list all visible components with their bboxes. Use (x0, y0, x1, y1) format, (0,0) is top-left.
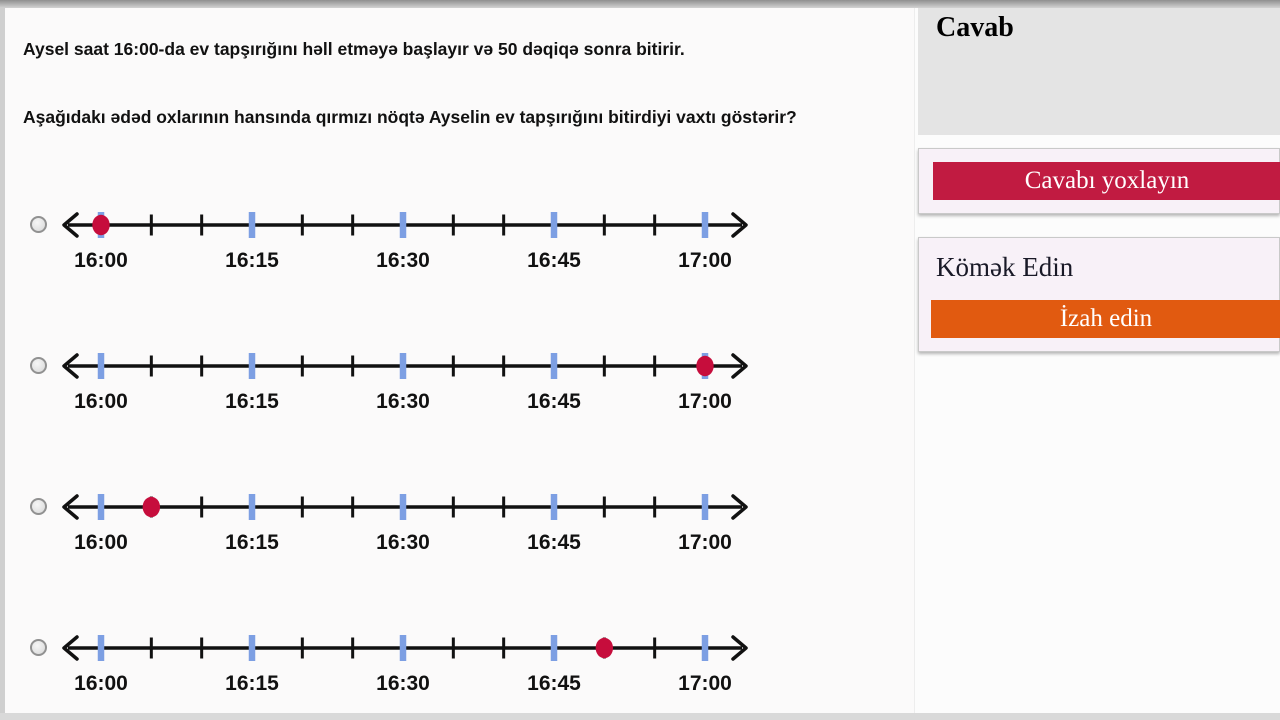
question-card (5, 8, 915, 713)
tick-label: 17:00 (678, 249, 732, 272)
tick-label: 16:15 (225, 390, 279, 413)
number-line-1 (55, 195, 755, 281)
top-strip (0, 0, 1280, 8)
red-dot (92, 215, 109, 235)
number-line-svg (55, 618, 755, 704)
tick-label: 16:00 (74, 672, 128, 695)
tick-label: 16:00 (74, 249, 128, 272)
tick-label: 16:15 (225, 531, 279, 554)
tick-label: 16:30 (376, 390, 430, 413)
tick-label: 16:30 (376, 672, 430, 695)
help-panel (918, 237, 1280, 352)
tick-label: 17:00 (678, 531, 732, 554)
red-dot (143, 497, 160, 517)
tick-label: 16:45 (527, 672, 581, 695)
option-radio-1[interactable] (30, 216, 47, 233)
answer-option-1 (5, 195, 795, 281)
right-sidebar (915, 8, 1280, 713)
tick-label: 16:30 (376, 531, 430, 554)
answer-option-3 (5, 477, 795, 563)
tick-label: 16:00 (74, 531, 128, 554)
question-text-line2: Aşağıdakı ədəd oxlarının hansında qırmızı nöqtə Ayselin ev tapşırığını bitirdiyi vaxtı göstərir? (23, 107, 797, 127)
tick-label: 16:45 (527, 390, 581, 413)
option-radio-2[interactable] (30, 357, 47, 374)
tick-label: 16:15 (225, 249, 279, 272)
help-heading: Kömək Edin (936, 252, 1074, 282)
red-dot (596, 638, 613, 658)
check-answer-button[interactable]: Cavabı yoxlayın (933, 162, 1280, 200)
number-line-4 (55, 618, 755, 704)
number-line-3 (55, 477, 755, 563)
explain-button[interactable]: İzah edin (931, 300, 1280, 338)
number-line-svg (55, 195, 755, 281)
left-edge-border (0, 8, 5, 713)
answer-option-4 (5, 618, 795, 704)
number-line-svg (55, 477, 755, 563)
answer-option-2 (5, 336, 795, 422)
tick-label: 17:00 (678, 672, 732, 695)
tick-label: 16:30 (376, 249, 430, 272)
question-text-line1: Aysel saat 16:00-da ev tapşırığını həll etməyə başlayır və 50 dəqiqə sonra bitirir. (23, 39, 685, 59)
red-dot (696, 356, 713, 376)
number-line-svg (55, 336, 755, 422)
option-radio-4[interactable] (30, 639, 47, 656)
check-answer-panel (918, 148, 1280, 214)
tick-label: 16:00 (74, 390, 128, 413)
option-radio-3[interactable] (30, 498, 47, 515)
tick-label: 16:15 (225, 672, 279, 695)
bottom-strip (0, 713, 1280, 720)
tick-label: 16:45 (527, 531, 581, 554)
tick-label: 17:00 (678, 390, 732, 413)
number-line-2 (55, 336, 755, 422)
answer-box (918, 8, 1280, 135)
tick-label: 16:45 (527, 249, 581, 272)
answer-heading: Cavab (936, 12, 1014, 43)
